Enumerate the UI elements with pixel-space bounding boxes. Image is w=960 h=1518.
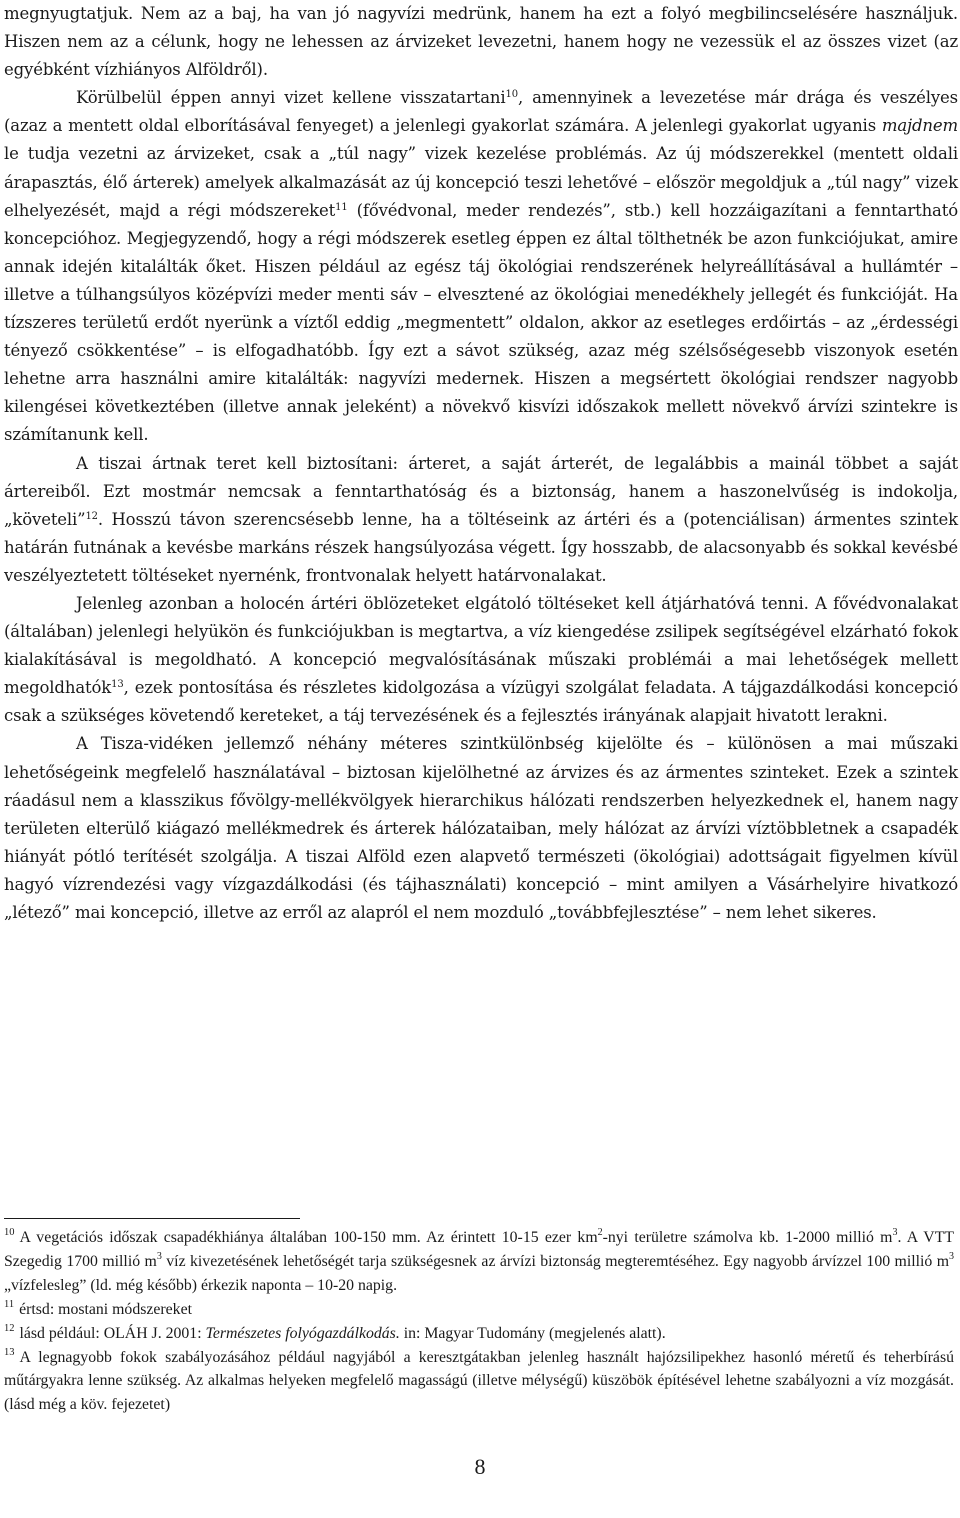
footnote-11 [4, 1298, 954, 1322]
footnote-13 [4, 1346, 954, 1418]
superscript-2: 2 [597, 1227, 603, 1238]
footnote-10-text-e: „vízfelesleg” (ld. még később) érkezik naponta – 10-20 napig. [4, 1276, 398, 1294]
footnote-10-text-c: . A VTT Szegedig 1700 millió m [4, 1229, 954, 1270]
footnote-10 [4, 1226, 954, 1298]
footnote-ref-11[interactable]: 11 [335, 201, 348, 213]
paragraph-2-text-b: , amennyinek a levezetése már drága és veszélyes (azaz a mentett oldal elborításával fenyeget) a jelenlegi gyakorlat számára. A jelenlegi gyakorlat ugyanis [4, 88, 958, 136]
footnote-10-text-b: -nyi területre számolva kb. 1-2000 millió m [602, 1229, 893, 1246]
paragraph-2-text-c: le tudja vezetni az árvizeket, csak a „túl nagy” vizek kezelése problémás. Az új módszerekkel (mentett oldali árapasztás, élő árterek) amelyek alkalmazását az új koncepció teszi lehetővé – először megoldjuk a „túl nagy” vizek elhelyezését, majd a régi módszereket [4, 144, 958, 220]
footnote-ref-13[interactable]: 13 [111, 679, 124, 691]
superscript-3: 3 [949, 1250, 955, 1262]
footnotes [4, 1226, 954, 1417]
page-number: 8 [474, 1454, 486, 1479]
paragraph-2-text-a: Körülbelül éppen annyi vizet kellene visszatartani [76, 88, 506, 108]
footnote-10-number: 10 [4, 1227, 15, 1238]
footnote-13-text: A legnagyobb fokok szabályozásához például nagyjából a keresztgátakban jelenleg használt hajózsilipekhez hasonló méretű és teherbírású műtárgyakra lenne szükség. Az alkalmas helyeken megfelelő magasságú (illetve mélységű) küszöbök építésével lehetne szabályozni a víz mozgását. (lásd még a köv. fejezetet) [4, 1348, 954, 1414]
footnote-12-text-b: in: Magyar Tudomány (megjelenés alatt). [399, 1324, 666, 1342]
paragraph-5-text: A Tisza-vidéken jellemző néhány méteres szintkülönbség kijelölte és – különösen a mai műszaki lehetőségeink megfelelő használatával – biztosan kijelölhetné az árvizes és az ármentes szinteket. Ezek a szintek ráadásul nem a klasszikus fővölgy-mellékvölgyek hierarchikus hálózati rendszerben helyezkednek el, hanem nagy területen elterülő kiágazó mellékmedrek és árterek hálózataiban, mely hálózat az árvízi víztöbbletnek a csapadék hiányát pótló terítését szolgálja. A tiszai Alföld ezen alapvető természeti (ökológiai) adottságait figyelmen kívül hagyó vízrendezési vagy vízgazdálkodási (és tájhasználati) koncepció – mint amilyen a Vásárhelyire hivatkozó „létező” mai koncepció, illetve az erről az alapról el nem mozduló „továbbfejlesztése” – nem lehet sikeres. [4, 734, 958, 922]
paragraph-4-text-b: , ezek pontosítása és részletes kidolgozása a vízügyi szolgálat feladata. A tájgazdálkodási koncepció csak a szükséges követendő kereteket, a táj tervezésének és a fejlesztés irányának alapjait hivatott lerakni. [4, 678, 958, 726]
footnote-divider [4, 1218, 300, 1219]
paragraph-2-text-d: (fővédvonal, meder rendezés”, stb.) kell hozzáigazítani a fenntartható koncepcióhoz. Megjegyzendő, hogy a régi módszerek esetleg éppen ez által tölthetnék be azon funkciójukat, amire annak idején kitalálták őket. Hiszen például az egész táj ökológiai rendszerének helyreállításával a hullámtér – illetve a túlhangsúlyos középvízi meder menti sáv – elvesztené az ökológiai menedékhely jellegét és funkcióját. Ha tízszeres területű erdőt nyerünk a víztől eddig „megmentett” oldalon, akkor az esetleges erdőirtás – az „érdességi tényező csökkentése” – is elfogadhatóbb. Így ezt a sávot szükség, azaz még szélsőségesebb viszonyok esetén lehetne arra használni amire kitalálták: nagyvízi medernek. Hiszen a megsértett ökológiai rendszer nagyobb kilengései következtében (illetve annak jeleként) a növekvő kisvízi időszakok mellett növekvő árvízi szintekre is számítanunk kell. [4, 200, 958, 445]
footnote-12-number: 12 [4, 1322, 15, 1334]
emphasis-majdnem: majdnem [881, 116, 958, 136]
footnote-ref-10[interactable]: 10 [505, 89, 518, 101]
footnote-10-text-d: víz kivezetésének lehetőségét tarja szükségesnek az árvízi biztonság megteremtéséhez. Egy nagyobb árvízzel 100 millió m [161, 1252, 950, 1270]
paragraph-1-text: megnyugtatjuk. Nem az a baj, ha van jó nagyvízi medrünk, hanem ha ezt a folyó megbilincselésére használjuk. Hiszen nem az a célunk, hogy ne lehessen az árvizeket levezetni, hanem hogy ne vezessük el az összes vizet (az egyébként vízhiányos Alföldről). [4, 4, 958, 80]
paragraph-3 [4, 450, 958, 590]
paragraph-1 [4, 0, 958, 84]
paragraph-4-text-a: Jelenleg azonban a holocén ártéri öblözeteket elgátoló töltéseket kell átjárhatóvá tenni. A fővédvonalakat (általában) jelenlegi helyükön és funkciójukban is megtartva, a víz kiengedése zsilipek segítségével elzárható fokok kialakításával is megoldható. A koncepció megvalósításának műszaki problémái a mai lehetőségek mellett megoldhatók [4, 593, 958, 698]
footnote-12-title: Természetes folyógazdálkodás. [205, 1324, 400, 1342]
paragraph-3-text-b: . Hosszú távon szerencsésebb lenne, ha a töltéseink az ártéri és a (potenciálisan) ármentes szintek határán futnának a kevésbe markáns részek hangsúlyozása végett. Így hosszabb, de alacsonyabb és sokkal kevésbé veszélyeztetett töltéseket nyernénk, frontvonalak helyett határvonalakat. [4, 509, 958, 585]
footnote-10-text-a: A vegetációs időszak csapadékhiánya általában 100-150 mm. Az érintett 10-15 ezer km [19, 1229, 598, 1246]
footnote-13-number: 13 [4, 1346, 15, 1358]
paragraph-2 [4, 84, 958, 449]
superscript-3: 3 [892, 1227, 898, 1238]
paragraph-5 [4, 730, 958, 927]
footnote-11-text: értsd: mostani módszereket [19, 1300, 192, 1318]
footnote-11-number: 11 [4, 1298, 15, 1310]
footnote-12-text-a: lásd például: OLÁH J. 2001: [19, 1324, 206, 1342]
footnote-12 [4, 1322, 954, 1346]
footnote-ref-12[interactable]: 12 [85, 510, 98, 522]
paragraph-3-text-a: A tiszai ártnak teret kell biztosítani: árteret, a saját árterét, de legalábbis a mainál többet a saját ártereiből. Ezt mostmár nemcsak a fenntarthatóság és a biztonság, hanem a haszonelvűség is indokolja, „követeli” [4, 453, 958, 529]
body-text [4, 0, 958, 927]
paragraph-4 [4, 590, 958, 730]
superscript-3: 3 [156, 1250, 162, 1262]
